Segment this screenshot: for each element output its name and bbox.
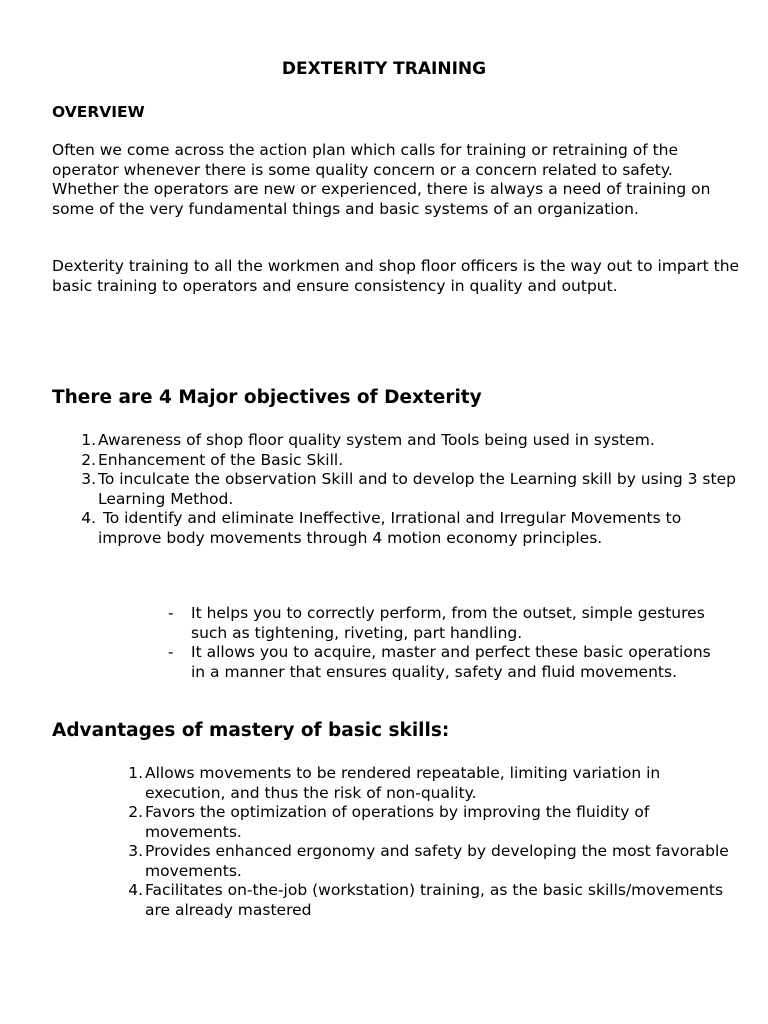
overview-paragraph-1: Often we come across the action plan which calls for training or retraining of the operator whenever there is some quality concern or a concern related to safety. Whether the operators are new or experienced, there is always a need of training on some of the very fundamental things and basic systems of an organization. [52, 141, 711, 218]
list-item-text: Provides enhanced ergonomy and safety by developing the most favorable movements. [145, 842, 729, 880]
list-item [128, 842, 740, 881]
dash-bullet: - [168, 643, 174, 661]
list-item-text: Allows movements to be rendered repeatable, limiting variation in execution, and thus the risk of non-quality. [145, 764, 661, 802]
list-item [168, 604, 721, 643]
list-number: 4. [128, 881, 143, 899]
list-item-text: To identify and eliminate Ineffective, Irrational and Irregular Movements to improve body movements through 4 motion economy principles. [98, 509, 687, 547]
list-item-text: To inculcate the observation Skill and to develop the Learning skill by using 3 step Learning Method. [98, 470, 736, 508]
list-number: 3. [81, 470, 96, 488]
overview-heading: OVERVIEW [52, 103, 145, 121]
list-item [81, 450, 738, 471]
list-number: 2. [81, 450, 96, 469]
objectives-list [81, 431, 738, 548]
list-number: 1. [128, 764, 143, 782]
list-item-text: It allows you to acquire, master and perfect these basic operations in a manner that ensures quality, safety and fluid movements. [191, 643, 711, 681]
list-number: 3. [128, 842, 143, 860]
list-item [128, 803, 740, 842]
list-item-text: Facilitates on-the-job (workstation) training, as the basic skills/movements are already mastered [145, 881, 724, 919]
dash-bullet: - [168, 604, 174, 622]
document-title: DEXTERITY TRAINING [281, 59, 487, 79]
list-item-text: Favors the optimization of operations by improving the fluidity of movements. [145, 803, 650, 841]
advantages-heading: Advantages of mastery of basic skills: [52, 720, 450, 741]
advantages-list [128, 764, 740, 920]
list-item-text: Enhancement of the Basic Skill. [98, 450, 344, 469]
sub-points-list [168, 604, 721, 682]
list-item [81, 509, 738, 548]
list-number: 1. [81, 431, 96, 449]
list-item [168, 643, 721, 682]
list-number: 2. [128, 803, 143, 821]
list-item [81, 470, 738, 509]
overview-paragraph-2: Dexterity training to all the workmen and shop floor officers is the way out to impart the basic training to operators and ensure consistency in quality and output. [52, 257, 740, 295]
list-item [128, 764, 740, 803]
list-item-text: Awareness of shop floor quality system and Tools being used in system. [98, 431, 655, 449]
list-item [81, 431, 738, 451]
list-number: 4. [81, 509, 96, 527]
list-item [128, 881, 740, 920]
list-item-text: It helps you to correctly perform, from the outset, simple gestures such as tightening, riveting, part handling. [191, 604, 705, 642]
objectives-heading: There are 4 Major objectives of Dexterity [52, 387, 482, 408]
